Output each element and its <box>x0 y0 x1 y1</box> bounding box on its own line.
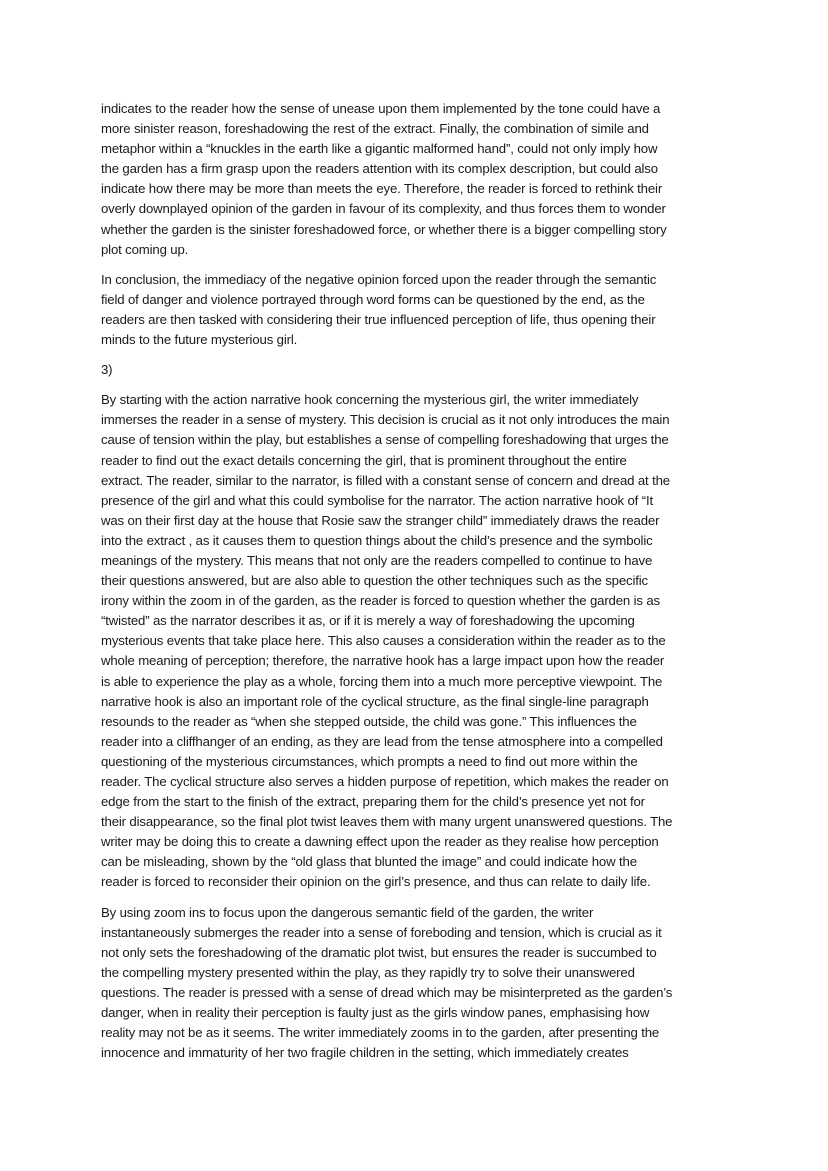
text-line: can be misleading, shown by the “old glass that blunted the image” and could indicate how the <box>101 854 637 870</box>
text-line: the garden has a firm grasp upon the readers attention with its complex description, but could also <box>101 161 658 177</box>
text-line: not only sets the foreshadowing of the dramatic plot twist, but ensures the reader is succumbed to <box>101 944 657 960</box>
text-line: indicate how there may be more than meets the eye. Therefore, the reader is forced to rethink their <box>101 181 663 197</box>
text-line: into the extract , as it causes them to question things about the child’s presence and the symbolic <box>101 532 653 548</box>
text-line: reader is forced to reconsider their opinion on the girl’s presence, and thus can relate to daily life. <box>101 874 651 890</box>
text-line: minds to the future mysterious girl. <box>101 332 298 348</box>
paragraph-p3 <box>101 360 735 380</box>
text-line: “twisted” as the narrator describes it as, or if it is merely a way of foreshadowing the upcoming <box>101 613 635 629</box>
text-line: field of danger and violence portrayed through word forms can be questioned by the end, as the <box>101 291 645 307</box>
paragraph-p4 <box>101 390 735 892</box>
text-line: cause of tension within the play, but establishes a sense of compelling foreshadowing that urges the <box>101 432 669 448</box>
text-line: was on their first day at the house that Rosie saw the stranger child” immediately draws the reader <box>101 512 660 528</box>
text-line: writer may be doing this to create a dawning effect upon the reader as they realise how perception <box>101 834 659 850</box>
text-line: reader. The cyclical structure also serves a hidden purpose of repetition, which makes the reader on <box>101 774 669 789</box>
text-line: the compelling mystery presented within the play, as they rapidly try to solve their unanswered <box>101 964 635 980</box>
text-line: resounds to the reader as “when she stepped outside, the child was gone.” This influences the <box>101 713 637 729</box>
document-page <box>101 99 735 1073</box>
text-line: instantaneously submerges the reader into a sense of foreboding and tension, which is crucial as it <box>101 924 662 940</box>
text-line: their disappearance, so the final plot twist leaves them with many urgent unanswered questions. The <box>101 814 673 830</box>
text-line: whole meaning of perception; therefore, the narrative hook has a large impact upon how the reader <box>101 653 665 669</box>
text-line: more sinister reason, foreshadowing the rest of the extract. Finally, the combination of simile and <box>101 121 649 137</box>
text-line: By starting with the action narrative hook concerning the mysterious girl, the writer immediately <box>101 392 639 408</box>
paragraph-p1 <box>101 99 735 260</box>
text-line: reader to find out the exact details concerning the girl, that is prominent throughout the entire <box>101 452 627 468</box>
text-line: questioning of the mysterious circumstances, which prompts a need to find out more within the <box>101 753 638 769</box>
text-line: presence of the girl and what this could symbolise for the narrator. The action narrative hook of “It <box>101 492 653 508</box>
text-line: readers are then tasked with considering their true influenced perception of life, thus opening their <box>101 311 656 327</box>
text-line: meanings of the mystery. This means that not only are the readers compelled to continue to have <box>101 552 653 568</box>
text-line: innocence and immaturity of her two fragile children in the setting, which immediately creates <box>101 1045 629 1061</box>
text-line: is able to experience the play as a whole, forcing them into a much more perceptive viewpoint. The <box>101 673 663 689</box>
text-line: reader into a cliffhanger of an ending, as they are lead from the tense atmosphere into a compelled <box>101 733 663 749</box>
text-line: In conclusion, the immediacy of the negative opinion forced upon the reader through the semantic <box>101 271 657 287</box>
text-line: mysterious events that take place here. This also causes a consideration within the reader as to the <box>101 633 666 649</box>
text-line: overly downplayed opinion of the garden in favour of its complexity, and thus forces them to wonder <box>101 201 666 217</box>
text-line: edge from the start to the finish of the extract, preparing them for the child’s presence yet not for <box>101 794 645 810</box>
text-line: metaphor within a “knuckles in the earth like a gigantic malformed hand”, could not only imply how <box>101 141 658 157</box>
text-line: 3) <box>101 362 113 378</box>
text-line: immerses the reader in a sense of mystery. This decision is crucial as it not only introduces the main <box>101 412 670 428</box>
text-line: indicates to the reader how the sense of unease upon them implemented by the tone could have a <box>101 101 661 116</box>
paragraph-p5 <box>101 903 735 1064</box>
text-line: plot coming up. <box>101 241 189 257</box>
text-line: irony within the zoom in of the garden, as the reader is forced to question whether the garden is as <box>101 593 660 609</box>
text-line: danger, when in reality their perception is faulty just as the girls window panes, emphasising how <box>101 1005 650 1021</box>
text-line: questions. The reader is pressed with a sense of dread which may be misinterpreted as the garden’s <box>101 984 673 1000</box>
text-line: whether the garden is the sinister foreshadowed force, or whether there is a bigger compelling story <box>101 221 667 237</box>
text-line: reality may not be as it seems. The writer immediately zooms in to the garden, after presenting the <box>101 1025 660 1041</box>
text-line: By using zoom ins to focus upon the dangerous semantic field of the garden, the writer <box>101 904 594 920</box>
text-line: narrative hook is also an important role of the cyclical structure, as the final single-line paragraph <box>101 693 649 709</box>
text-line: extract. The reader, similar to the narrator, is filled with a constant sense of concern and dread at the <box>101 472 670 488</box>
paragraph-p2 <box>101 270 735 350</box>
text-line: their questions answered, but are also able to question the other techniques such as the specific <box>101 573 649 589</box>
